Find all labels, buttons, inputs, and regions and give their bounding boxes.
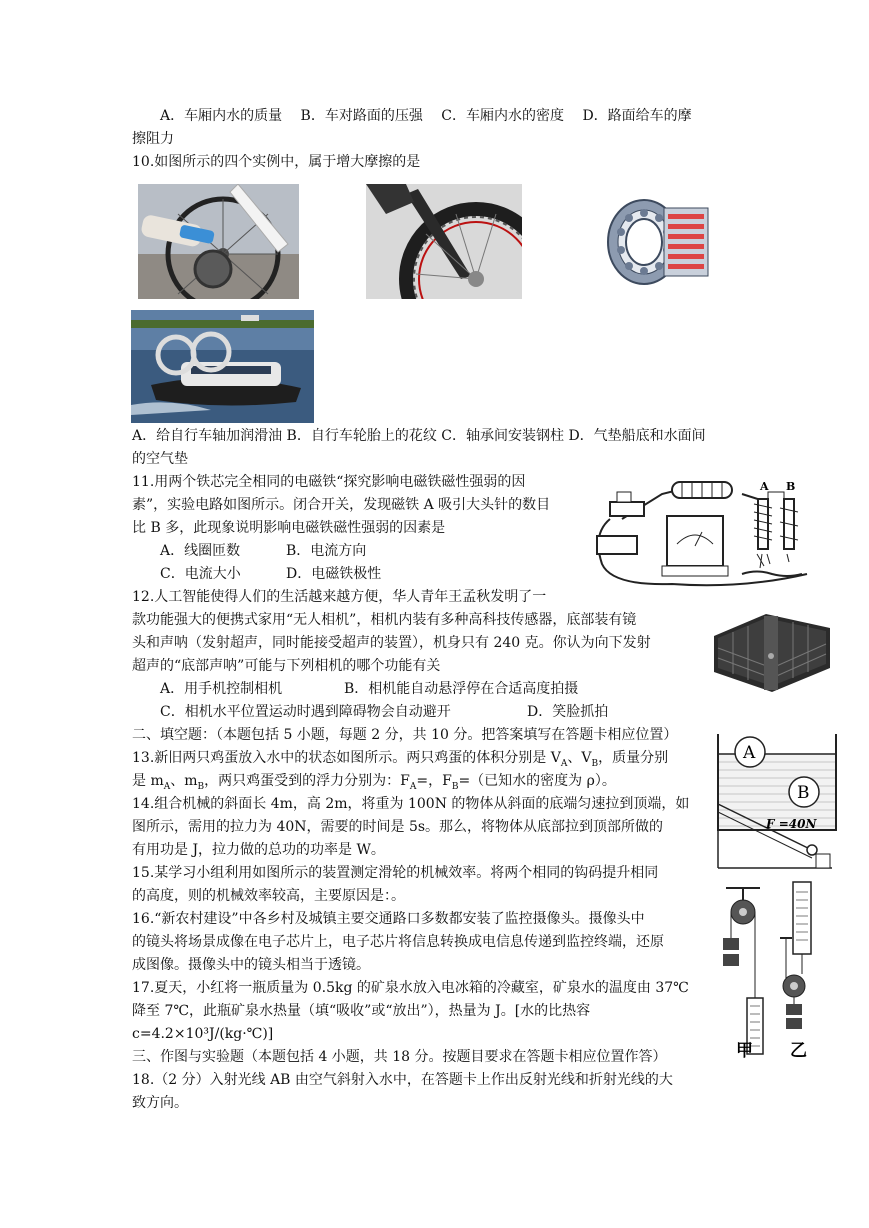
pulley-jia-label: 甲 <box>736 1041 753 1061</box>
q14-line3: 有用功是 J，拉力做的总功的功率是 W。 <box>132 842 385 858</box>
bicycle-tire-photo <box>366 184 522 299</box>
q17-line3: c=4.2×10³J/(kg·℃)] <box>132 1026 274 1042</box>
q12-line4: 超声的“底部声呐”可能与下列相机的哪个功能有关 <box>132 658 441 674</box>
q13-volume-a-sub: A <box>560 758 568 769</box>
q13-line2-mid2: ，两只鸡蛋受到的浮力分别为：F <box>204 773 410 789</box>
ball-bearing-figure <box>604 190 712 294</box>
q17-line1: 17.夏天，小红将一瓶质量为 0.5kg 的矿泉水放入电冰箱的冷藏室，矿泉水的温度由 37℃ <box>132 980 689 996</box>
q13-line1 <box>132 748 668 774</box>
q10-options-line2: 的空气垫 <box>132 451 188 467</box>
q11-option-b: B．电流方向 <box>286 543 367 559</box>
egg-a-label: A <box>743 743 756 763</box>
q16-line2: 的镜头将场景成像在电子芯片上，电子芯片将信息转换成电信息传递到监控终端，还原 <box>132 934 664 950</box>
q16-line3: 成图像。摄像头中的镜头相当于透镜。 <box>132 957 370 973</box>
q17-line2: 降至 7℃，此瓶矿泉水热量（填“吸收”或“放出”），热量为 J。[水的比热容 <box>132 1003 591 1019</box>
q18-line2: 致方向。 <box>132 1095 188 1111</box>
q11-option-d: D．电磁铁极性 <box>286 566 382 582</box>
q13-line1-end: ，质量分别 <box>598 750 669 766</box>
q13-volume-b-sub: B <box>591 758 599 769</box>
bicycle-lubrication-photo <box>138 184 299 299</box>
q12-option-c: C．相机水平位置运动时遇到障碍物会自动避开 <box>160 704 451 720</box>
hovercraft-photo <box>131 310 314 423</box>
q12-line2: 款功能强大的便携式家用“无人相机”，相机内装有多种高科技传感器，底部装有镜 <box>132 612 637 628</box>
q12-option-b: B．相机能自动悬浮停在合适高度拍摄 <box>344 681 579 697</box>
q13-force-a-sub: A <box>409 781 417 792</box>
force-label: F =40N <box>766 817 817 831</box>
q9-options-line1: A．车厢内水的质量 B．车对路面的压强 C．车厢内水的密度 D．路面给车的摩 <box>160 108 692 124</box>
q13-line2-end: =（已知水的密度为 ρ）。 <box>458 773 616 789</box>
q12-line3: 头和声呐（发射超声，同时能接受超声的装置），机身只有 240 克。你认为向下发射 <box>132 635 651 651</box>
q14-line2: 图所示，需用的拉力为 40N，需要的时间是 5s。那么，将物体从底部拉到顶部所做的 <box>132 819 664 835</box>
section3-heading: 三、作图与实验题（本题包括 4 小题，共 18 分。按题目要求在答题卡相应位置作答） <box>132 1049 667 1065</box>
q16-line1: 16.“新农村建设”中各乡村及城镇主要交通路口多数都安装了监控摄像头。摄像头中 <box>132 911 645 927</box>
pulley-efficiency-figure <box>716 878 842 1062</box>
q13-line1-text: 13.新旧两只鸡蛋放入水中的状态如图所示。两只鸡蛋的体积分别是 V <box>132 750 561 766</box>
q9-options-line2: 擦阻力 <box>132 131 174 147</box>
q13-line2 <box>132 771 616 797</box>
electromagnet-circuit-figure <box>592 474 820 592</box>
q13-line2-mid3: =，F <box>416 773 452 789</box>
q11-line1: 11.用两个铁芯完全相同的电磁铁“探究影响电磁铁磁性强弱的因 <box>132 474 526 490</box>
q15-line1: 15.某学习小组利用如图所示的装置测定滑轮的机械效率。将两个相同的钩码提升相同 <box>132 865 659 881</box>
q13-mass-b-sub: B <box>197 781 205 792</box>
egg-b-label: B <box>797 783 810 803</box>
q18-line1: 18.（2 分）入射光线 AB 由空气斜射入水中，在答题卡上作出反射光线和折射光线的大 <box>132 1072 673 1088</box>
q14-line1: 14.组合机械的斜面长 4m，高 2m，将重为 100N 的物体从斜面的底端匀速拉到顶端，如 <box>132 796 690 812</box>
q13-line1-sep: 、V <box>567 750 592 766</box>
q12-line1: 12.人工智能使得人们的生活越来越方便，华人青年王孟秋发明了一 <box>132 589 547 605</box>
q11-option-a: A．线圈匝数 <box>160 543 241 559</box>
q11-option-c: C．电流大小 <box>160 566 241 582</box>
q15-line2: 的高度，则的机械效率较高，主要原因是：。 <box>132 888 405 904</box>
q11-line3: 比 B 多，此现象说明影响电磁铁磁性强弱的因素是 <box>132 520 446 536</box>
section2-heading: 二、填空题：（本题包括 5 小题，每题 2 分，共 10 分。把答案填写在答题卡相应位置） <box>132 727 678 743</box>
pulley-yi-label: 乙 <box>790 1041 807 1061</box>
q13-force-b-sub: B <box>451 781 459 792</box>
q13-line2-mid: 、m <box>170 773 198 789</box>
q11-line2: 素”，实验电路如图所示。闭合开关，发现磁铁 A 吸引大头针的数目 <box>132 497 551 513</box>
q12-option-a: A．用手机控制相机 <box>160 681 283 697</box>
circuit-label-a: A <box>760 480 769 493</box>
q12-option-d: D．笑脸抓拍 <box>527 704 609 720</box>
q10-options-line1: A．给自行车轴加润滑油 B．自行车轮胎上的花纹 C．轴承间安装钢柱 D．气垫船底和水面间 <box>132 428 706 444</box>
q13-mass-a-sub: A <box>163 781 171 792</box>
drone-camera-photo <box>708 606 836 698</box>
q10-stem: 10.如图所示的四个实例中，属于增大摩擦的是 <box>132 154 421 170</box>
q13-line2-pre: 是 m <box>132 773 164 789</box>
incline-pulley-figure <box>716 800 834 870</box>
circuit-label-b: B <box>786 480 796 493</box>
